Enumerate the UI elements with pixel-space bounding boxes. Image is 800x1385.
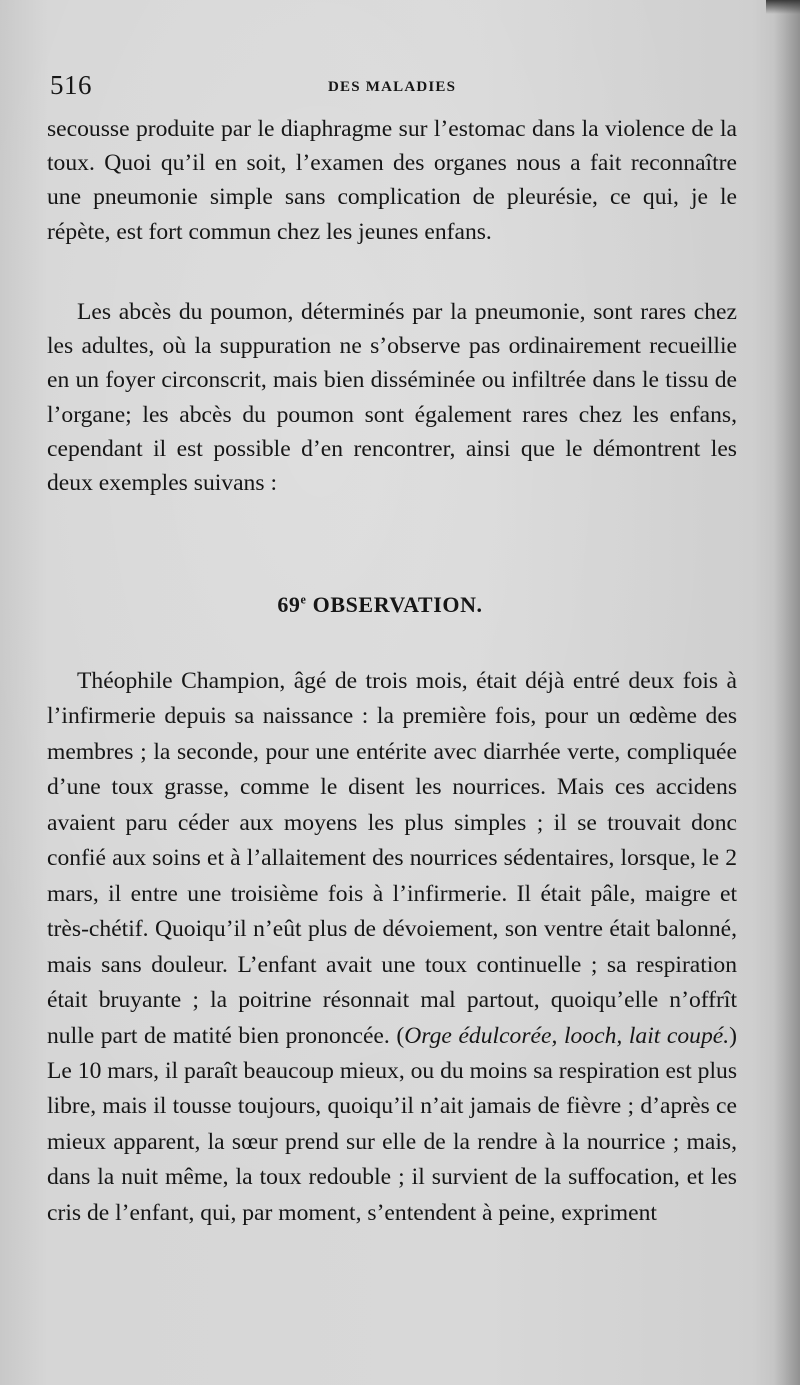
observation-body [47, 664, 737, 1231]
observation-text-after-italic: ) Le 10 mars, il paraît beaucoup mieux, ou du moins sa respiration est plus libre, mais il tousse toujours, quoiqu’il n’ait jamais de fièvre ; d’après ce mieux apparent, la sœur prend sur elle de la rendre à la nourrice ; mais, dans la nuit même, la toux redouble ; il survient de la suffocation, et les cris de l’enfant, qui, par moment, s’entendent à peine, expriment [47, 1022, 737, 1226]
paragraph-continuation [47, 112, 737, 249]
binding-shadow [774, 0, 800, 1385]
running-head: DES MALADIES [328, 79, 457, 95]
page-header [50, 70, 740, 106]
observation-heading [0, 592, 760, 618]
observation-title: OBSERVATION. [312, 592, 483, 617]
observation-text-before-italic: Théophile Champion, âgé de trois mois, était déjà entré deux fois à l’infirmerie depuis sa naissance : la première fois, pour un œdème des membres ; la seconde, pour une entérite avec diarrhée verte, compliquée d’une toux grasse, comme le disent les nourrices. Mais ces accidens avaient paru céder aux moyens les plus simples ; il se trouvait donc confié aux soins et à l’allaitement des nourrices sédentaires, lorsque, le 2 mars, il entre une troisième fois à l’infirmerie. Il était pâle, maigre et très-chétif. Quoiqu’il n’eût plus de dévoiement, son ventre était balonné, mais sans douleur. L’enfant avait une toux continuelle ; sa respiration était bruyante ; la poitrine résonnait mal partout, quoiqu’elle n’offrît nulle part de matité bien prononcée. ( [47, 668, 737, 1049]
paragraph-abscess-text: Les abcès du poumon, déterminés par la pneumonie, sont rares chez les adultes, où la suppuration ne s’observe pas ordinairement recueillie en un foyer circonscrit, mais bien disséminée ou infiltrée dans le tissu de l’organe; les abcès du poumon sont également rares chez les enfans, cependant il est possible d’en rencontrer, ainsi que le démontrent les deux exemples suivans : [47, 299, 737, 497]
observation-superscript: e [300, 592, 307, 607]
observation-prescription: Orge édulcorée, looch, lait coupé. [404, 1022, 730, 1049]
paragraph-abscess [47, 295, 737, 500]
observation-number: 69 [277, 592, 301, 617]
page-corner-shadow [766, 0, 800, 14]
paragraph-continuation-text: secousse produite par le diaphragme sur l’estomac dans la violence de la toux. Quoi qu’il en soit, l’examen des organes nous a fait reconnaître une pneumonie simple sans complication de pleurésie, ce qui, je le répète, est fort commun chez les jeunes enfans. [47, 116, 737, 245]
observation-paragraph [47, 664, 737, 1231]
page-number: 516 [50, 70, 92, 100]
